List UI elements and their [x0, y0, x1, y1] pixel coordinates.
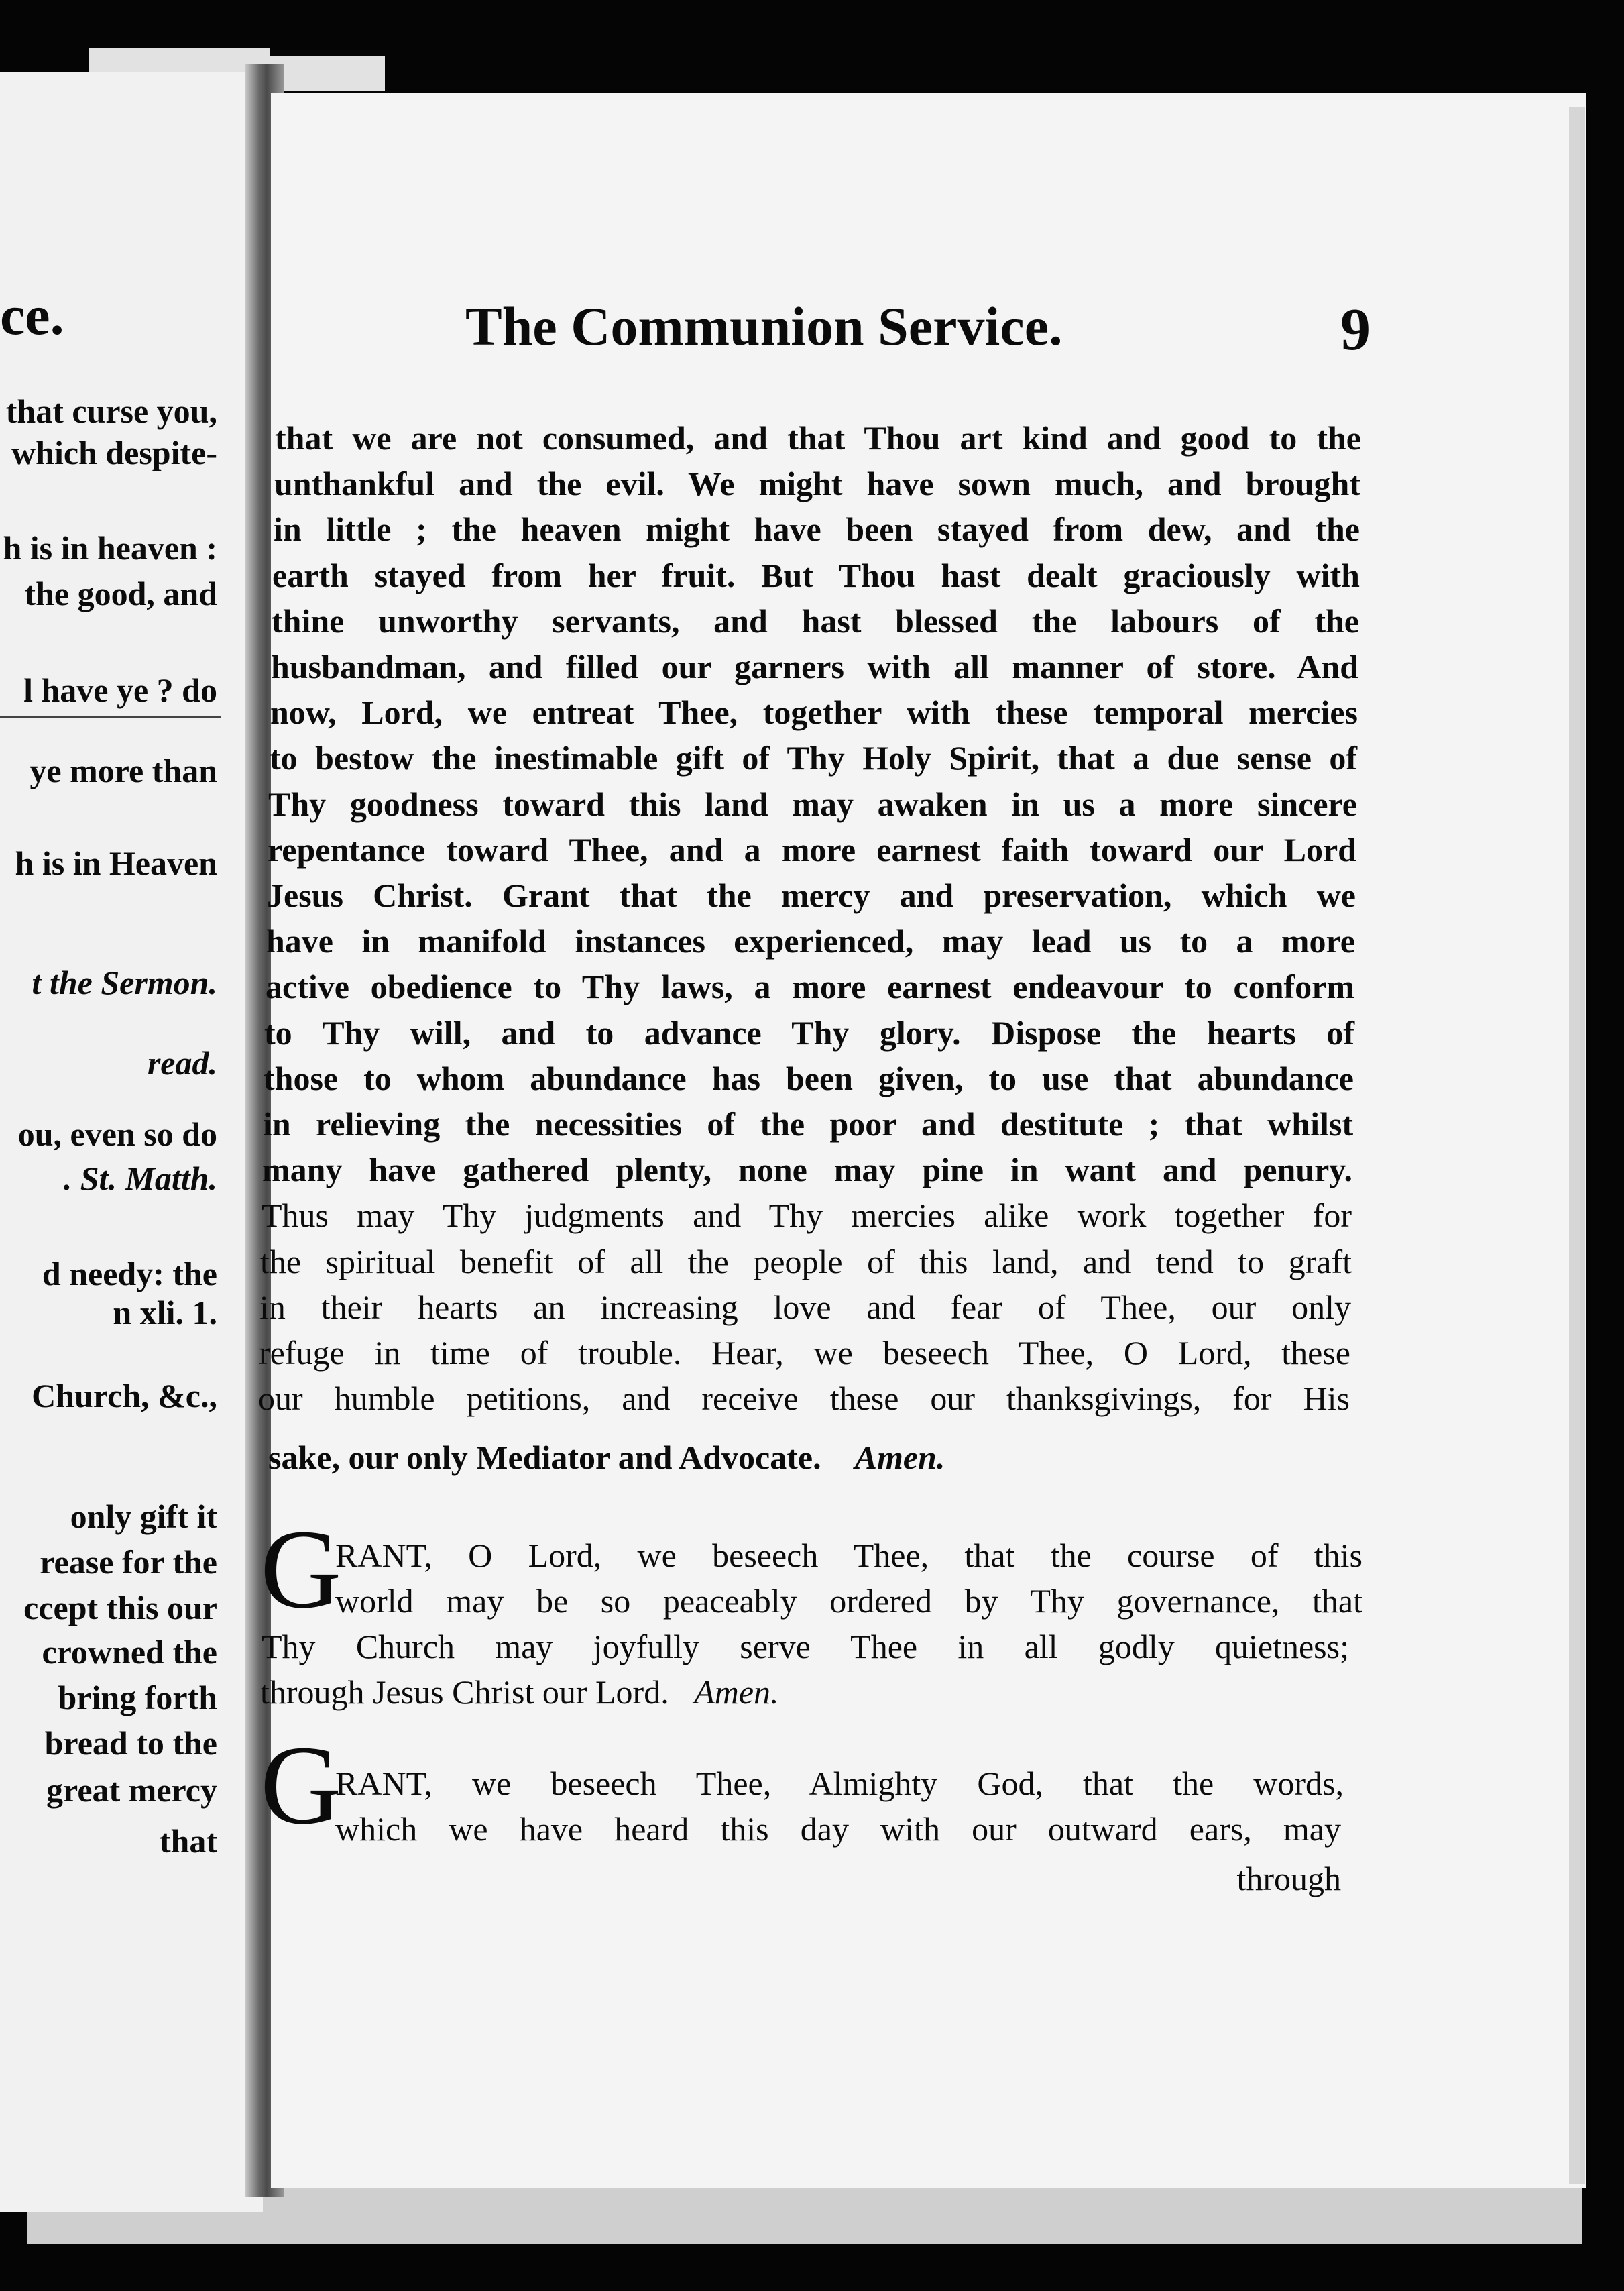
prayer-line: in relieving the necessities of the poor and destitute ; that whilst	[263, 1105, 1353, 1143]
prayer-line	[335, 1767, 1344, 1800]
left-page-line: that curse you,	[5, 392, 217, 430]
left-page-line: read.	[147, 1044, 217, 1082]
left-page-line: crowned the	[42, 1633, 217, 1671]
page-title: The Communion Service.	[465, 296, 1063, 357]
left-page-line: t the Sermon.	[32, 964, 217, 1001]
left-page-line: d needy: the	[42, 1255, 217, 1292]
catchword-text: through	[1236, 1860, 1341, 1897]
left-page-line: ccept this our	[23, 1589, 217, 1626]
prayer-line-text: through Jesus Christ our Lord.	[260, 1673, 669, 1711]
prayer-line-text: sake, our only Mediator and Advocate.	[268, 1439, 821, 1476]
drop-cap: G	[260, 1723, 342, 1848]
prayer-line: Thus may Thy judgments and Thy mercies alike work together for	[262, 1196, 1352, 1235]
prayer-line: to Thy will, and to advance Thy glory. Dispose the hearts of	[264, 1013, 1354, 1052]
initial-caps: RANT,	[335, 1765, 432, 1802]
left-page-line: . St. Matth.	[63, 1160, 217, 1197]
prayer-line: now, Lord, we entreat Thee, together with these temporal mercies	[270, 693, 1358, 732]
page-header	[465, 295, 1371, 362]
prayer-line	[335, 1536, 1362, 1574]
prayer-line-text: which we have heard this day with our outward ears, may	[335, 1810, 1341, 1848]
prayer-line: Thy goodness toward this land may awaken in us a more sincere	[268, 785, 1357, 823]
prayer-line: our humble petitions, and receive these our thanksgivings, for His	[258, 1380, 1350, 1418]
left-page-line: l have ye ? do	[23, 671, 217, 709]
prayer-line: Jesus Christ. Grant that the mercy and preservation, which we	[267, 877, 1356, 914]
page-number: 9	[1340, 296, 1371, 363]
prayer-line: the spiritual benefit of all the people of this land, and tend to graft	[260, 1242, 1352, 1280]
left-page-line: that	[159, 1822, 217, 1860]
left-page-line: the good, and	[24, 575, 217, 612]
prayer-line: husbandman, and filled our garners with all manner of store. And	[271, 648, 1358, 685]
prayer-line	[335, 1584, 1362, 1618]
prayer-line: repentance toward Thee, and a more earnest faith toward our Lord	[268, 830, 1356, 869]
prayer-line	[268, 1441, 1362, 1474]
prayer-line-text: Thy Church may joyfully serve Thee in all godly quietness;	[262, 1628, 1349, 1665]
prayer-line	[335, 1812, 1341, 1846]
left-page-line: great mercy	[46, 1771, 217, 1809]
left-page-heading: ce.	[0, 284, 64, 347]
amen-text: Amen.	[694, 1673, 779, 1711]
prayer-line: earth stayed from her fruit. But Thou hast dealt graciously with	[272, 556, 1360, 594]
left-page-line: bring forth	[58, 1679, 217, 1716]
prayer-line: active obedience to Thy laws, a more earnest endeavour to conform	[266, 968, 1354, 1006]
left-page-line: bread to the	[44, 1724, 217, 1762]
prayer-line: have in manifold instances experienced, may lead us to a more	[266, 922, 1355, 960]
prayer-line: thine unworthy servants, and hast blessed the labours of the	[272, 602, 1359, 640]
drop-cap: G	[260, 1507, 342, 1632]
left-page-line: only gift it	[70, 1498, 217, 1535]
prayer-line: refuge in time of trouble. Hear, we beseech Thee, O Lord, these	[259, 1334, 1350, 1372]
prayer-line: many have gathered plenty, none may pine in want and penury.	[262, 1151, 1352, 1189]
left-page-line: which despite-	[11, 434, 217, 471]
left-page-line: h is in heaven :	[3, 529, 217, 567]
left-page-line: h is in Heaven	[15, 844, 217, 882]
prayer-line: that we are not consumed, and that Thou art kind and good to the	[275, 419, 1361, 457]
prayer-line: in little ; the heaven might have been stayed from dew, and the	[274, 510, 1360, 549]
left-page	[0, 72, 263, 2212]
left-page-line: ou, even so do	[17, 1115, 217, 1153]
page-edge	[1569, 107, 1585, 2184]
prayer-line: unthankful and the evil. We might have sown much, and brought	[274, 465, 1360, 503]
prayer-line: in their hearts an increasing love and fear of Thee, our only	[259, 1288, 1351, 1326]
prayer-line	[262, 1630, 1349, 1663]
initial-caps: RANT,	[335, 1536, 432, 1574]
left-page-line: rease for the	[40, 1543, 217, 1581]
prayer-line	[260, 1675, 1348, 1709]
left-page-rule	[0, 716, 221, 718]
prayer-line-text: O Lord, we beseech Thee, that the course of this	[432, 1536, 1362, 1574]
prayer-line: to bestow the inestimable gift of Thy Holy Spirit, that a due sense of	[270, 739, 1357, 777]
left-page-line: n xli. 1.	[113, 1294, 217, 1331]
prayer-line: those to whom abundance has been given, to use that abundance	[264, 1059, 1354, 1097]
prayer-line-text: world may be so peaceably ordered by Thy governance, that	[335, 1582, 1362, 1620]
left-page-line: ye more than	[30, 752, 217, 789]
catchword	[268, 1862, 1341, 1895]
amen-text: Amen.	[854, 1439, 945, 1476]
prayer-line-text: we beseech Thee, Almighty God, that the words,	[432, 1765, 1344, 1802]
left-page-line: Church, &c.,	[32, 1377, 217, 1414]
